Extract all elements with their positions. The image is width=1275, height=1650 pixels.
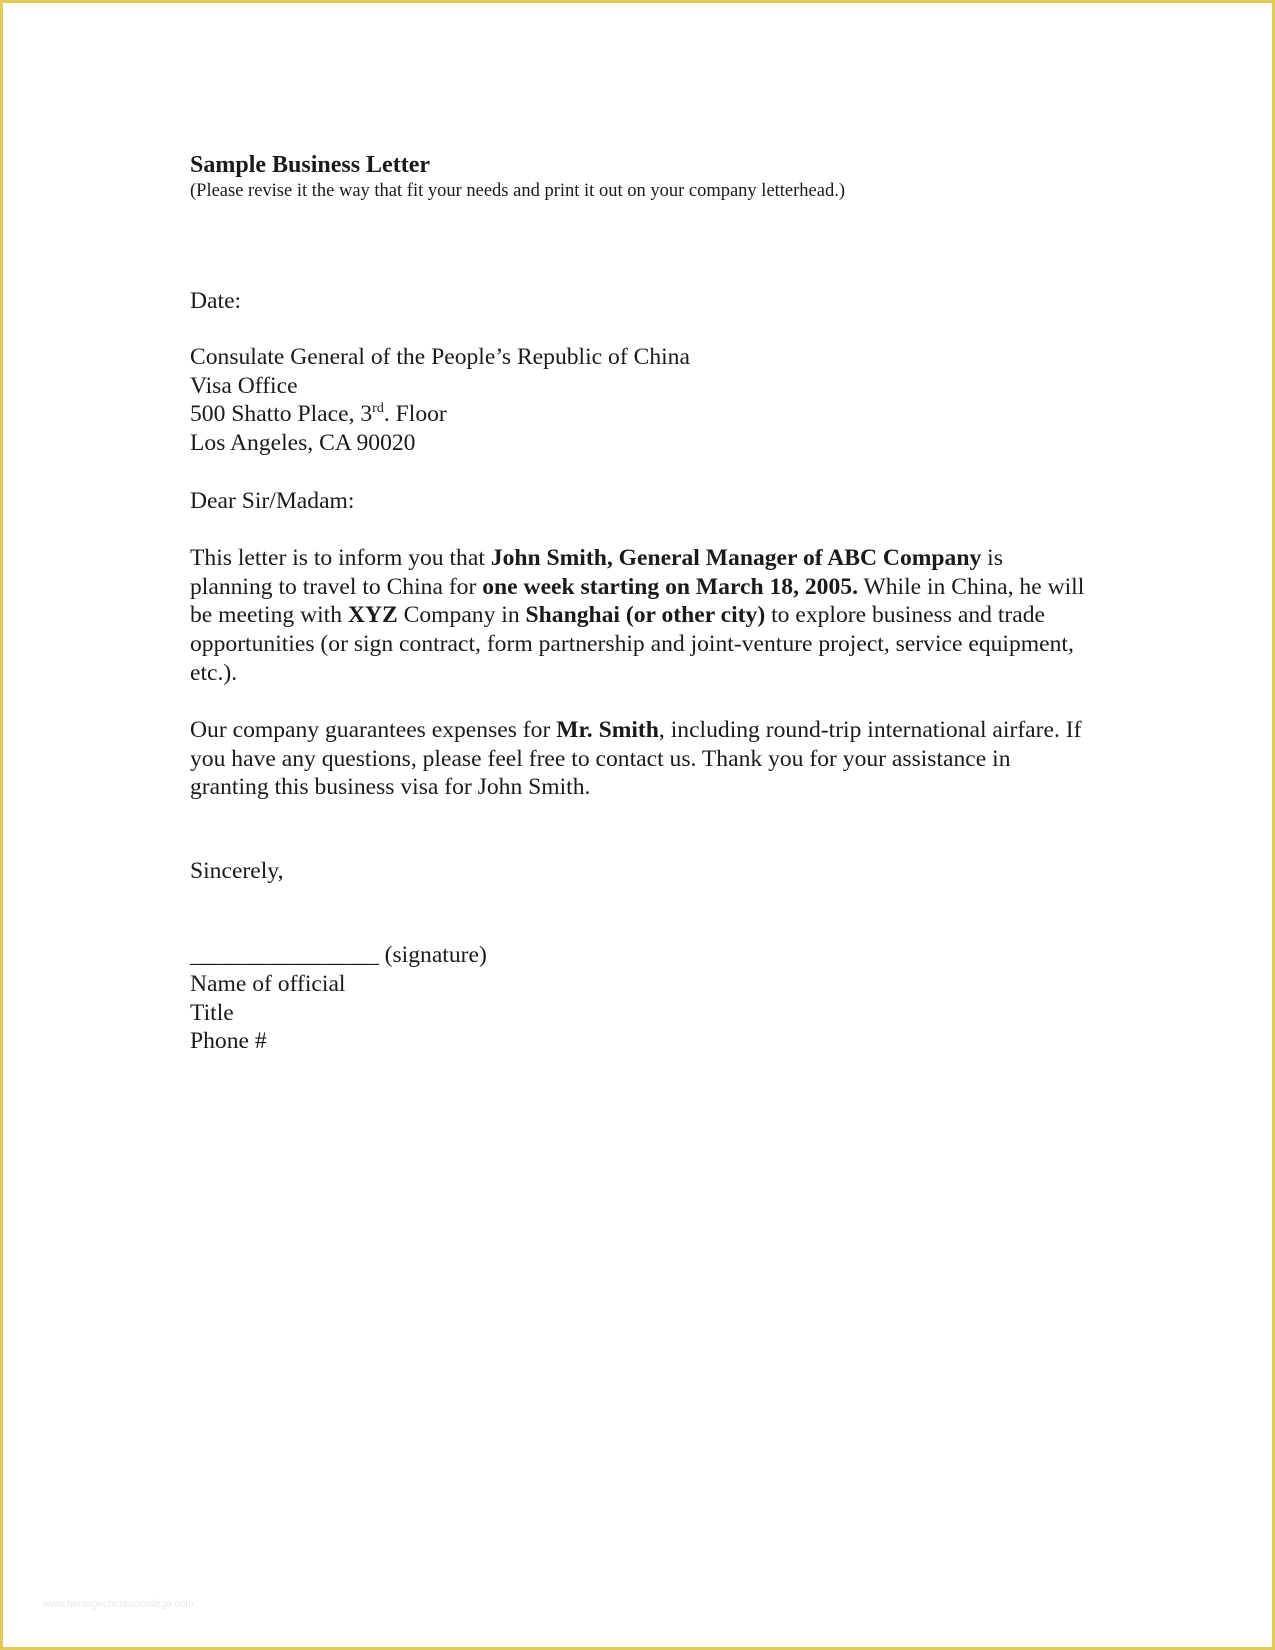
signature-block (190, 941, 1090, 1056)
paragraph-1 (190, 544, 1090, 688)
address-line-3-pre: 500 Shatto Place, 3 (190, 401, 373, 428)
address-line-3 (190, 400, 1090, 429)
watermark-text: www.heritagechristiancollege.com (43, 1599, 194, 1610)
p1-bold-3: XYZ (347, 602, 398, 629)
p1-bold-4: Shanghai (or other city) (525, 602, 766, 629)
p1-text-5: to explore business and trade opportunities (or sign contract, form partnership and joint-venture project, service equipment, etc.). (190, 602, 1074, 686)
date-label: Date: (190, 288, 242, 314)
p2-text-1: Our company guarantees expenses for (190, 716, 557, 743)
official-phone: Phone # (190, 1028, 267, 1055)
p2-bold-1: Mr. Smith (556, 716, 659, 743)
recipient-address (190, 343, 1090, 458)
official-name: Name of official (190, 970, 346, 997)
p1-text-1: This letter is to inform you that (190, 544, 491, 571)
letter-title: Sample Business Letter (190, 152, 430, 178)
p1-bold-1: John Smith, General Manager of ABC Company (490, 544, 982, 571)
p1-text-2: is planning to travel to China for (190, 544, 1003, 600)
official-title: Title (190, 999, 234, 1026)
letter-subtitle: (Please revise it the way that fit your needs and print it out on your company letterhead.) (190, 181, 846, 201)
p2-text-2: , including round-trip international airfare. If you have any questions, please feel free to contact us. Thank you for your assistance in granting this business visa for John Smith. (190, 716, 1082, 801)
address-line-4: Los Angeles, CA 90020 (190, 430, 416, 457)
closing: Sincerely, (190, 858, 284, 885)
signature-line: ________________ (signature) (190, 941, 487, 968)
p1-text-3: While in China, he will be meeting with (190, 573, 1085, 629)
p1-bold-2: one week starting on March 18, 2005. (482, 573, 858, 600)
address-line-3-post: . Floor (383, 401, 447, 428)
p1-text-4: Company in (397, 602, 526, 629)
paragraph-2 (190, 716, 1090, 802)
address-line-2: Visa Office (190, 372, 298, 399)
letter-content (190, 151, 1090, 1056)
salutation: Dear Sir/Madam: (190, 487, 355, 514)
address-line-3-sup: rd (372, 401, 384, 417)
address-line-1: Consulate General of the People’s Republic of China (190, 343, 690, 370)
